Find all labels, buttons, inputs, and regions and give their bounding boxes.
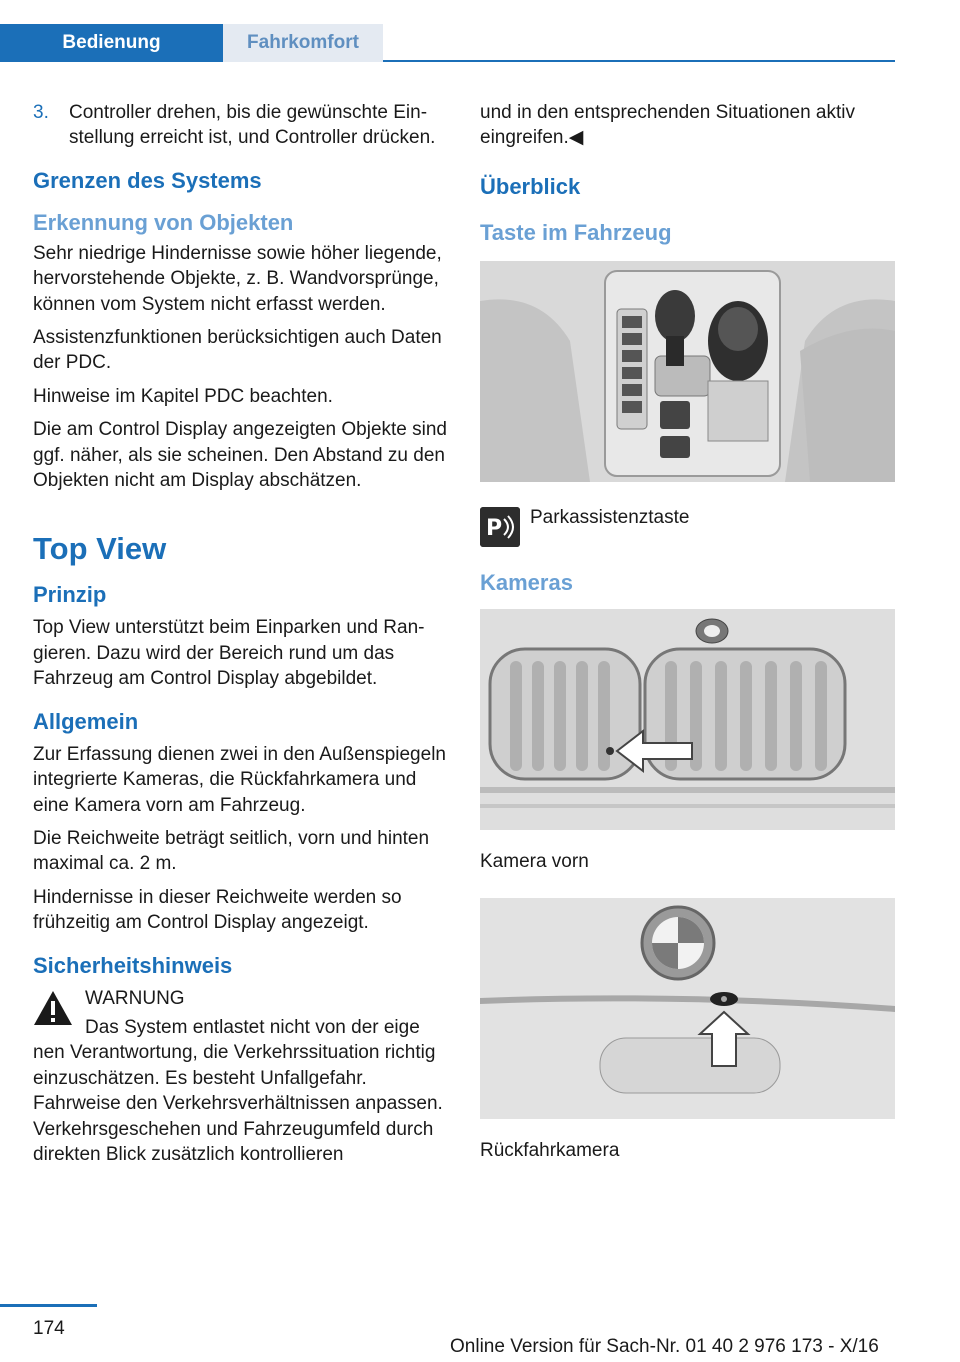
- paragraph: Sehr niedrige Hindernisse sowie höher liegende, hervorstehende Objekte, z. B. Wandvorsprünge, können vom System nicht erfasst werden.: [33, 242, 442, 315]
- heading-allgemein: Allgemein: [33, 708, 139, 734]
- heading-ueberblick: Überblick: [480, 173, 581, 199]
- paragraph: Die am Control Display angezeigten Objekte sind ggf. näher, als sie scheinen. Den Abstand zu den Objekten nicht am Display abschätzen.: [33, 419, 447, 492]
- heading-grenzen: Grenzen des Systems: [33, 167, 262, 193]
- warning-text-line1: Das System entlastet nicht von der eige: [85, 1016, 420, 1038]
- center-console-photo: [480, 261, 895, 482]
- right-column: [480, 100, 895, 1188]
- button-caption-row: [480, 501, 895, 551]
- paragraph: Zur Erfassung dienen zwei in den Außenspiegeln integrierte Kameras, die Rückfahrkamera und eine Kamera vorn am Fahrzeug.: [33, 743, 446, 816]
- page-number: 174: [33, 1318, 65, 1339]
- tab-bedienung[interactable]: Bedienung: [0, 24, 223, 62]
- heading-taste: Taste im Fahrzeug: [480, 219, 672, 245]
- svg-text:P: P: [486, 515, 503, 541]
- park-assist-button-icon: [480, 507, 520, 547]
- paragraph: und in den entsprechenden Situationen aktiv eingreifen.◀: [480, 102, 855, 149]
- warning-block: [33, 986, 448, 1168]
- heading-kameras: Kameras: [480, 569, 573, 595]
- caption-kamera-vorn: Kamera vorn: [480, 850, 589, 872]
- online-version-note: Online Version für Sach-Nr. 01 40 2 976 173 - X/16: [450, 1336, 879, 1357]
- paragraph: Die Reichweite beträgt seitlich, vorn und hinten maximal ca. 2 m.: [33, 827, 430, 875]
- paragraph: Assistenzfunktionen berücksichtigen auch Daten der PDC.: [33, 327, 442, 374]
- rear-camera-photo: [480, 898, 895, 1119]
- paragraph: Hinweise im Kapitel PDC beachten.: [33, 385, 333, 407]
- step-text: Controller drehen, bis die gewünschte Einstellung erreicht ist, und Controller drücken.: [69, 102, 436, 149]
- front-camera-photo: [480, 609, 895, 830]
- step-number: 3.: [33, 102, 49, 123]
- warning-triangle-icon: [33, 990, 73, 1026]
- warning-text: nen Verantwortung, die Verkehrssituation richtig einzuschätzen. Es besteht Unfallgefahr. Fahrweise den Verkehrsverhältnissen anpassen. Verkehrsgeschehen und Fahrzeugumfeld durch direkten Blick zusätzlich kontrollieren: [33, 1042, 443, 1165]
- heading-sicherheit: Sicherheitshinweis: [33, 952, 233, 978]
- paragraph: Hindernisse in dieser Reichweite werden so frühzeitig am Control Display angezeigt.: [33, 886, 402, 934]
- tab-fahrkomfort[interactable]: Fahrkomfort: [223, 24, 383, 62]
- heading-erkennung: Erkennung von Objekten: [33, 209, 294, 235]
- heading-top-view: Top View: [33, 531, 167, 567]
- caption-parkassistenztaste: Parkassistenztaste: [530, 506, 690, 528]
- step-3: [33, 100, 448, 151]
- paragraph: Top View unterstützt beim Einparken und Rangieren. Dazu wird der Bereich rund um das Fahrzeug am Control Display abgebildet.: [33, 617, 425, 690]
- chapter-tabs: [0, 24, 895, 62]
- left-column: [33, 100, 448, 1175]
- warning-title: WARNUNG: [85, 987, 185, 1009]
- heading-prinzip: Prinzip: [33, 582, 107, 608]
- caption-rueckfahrkamera: Rückfahrkamera: [480, 1140, 620, 1162]
- footer-rule: [0, 1304, 97, 1307]
